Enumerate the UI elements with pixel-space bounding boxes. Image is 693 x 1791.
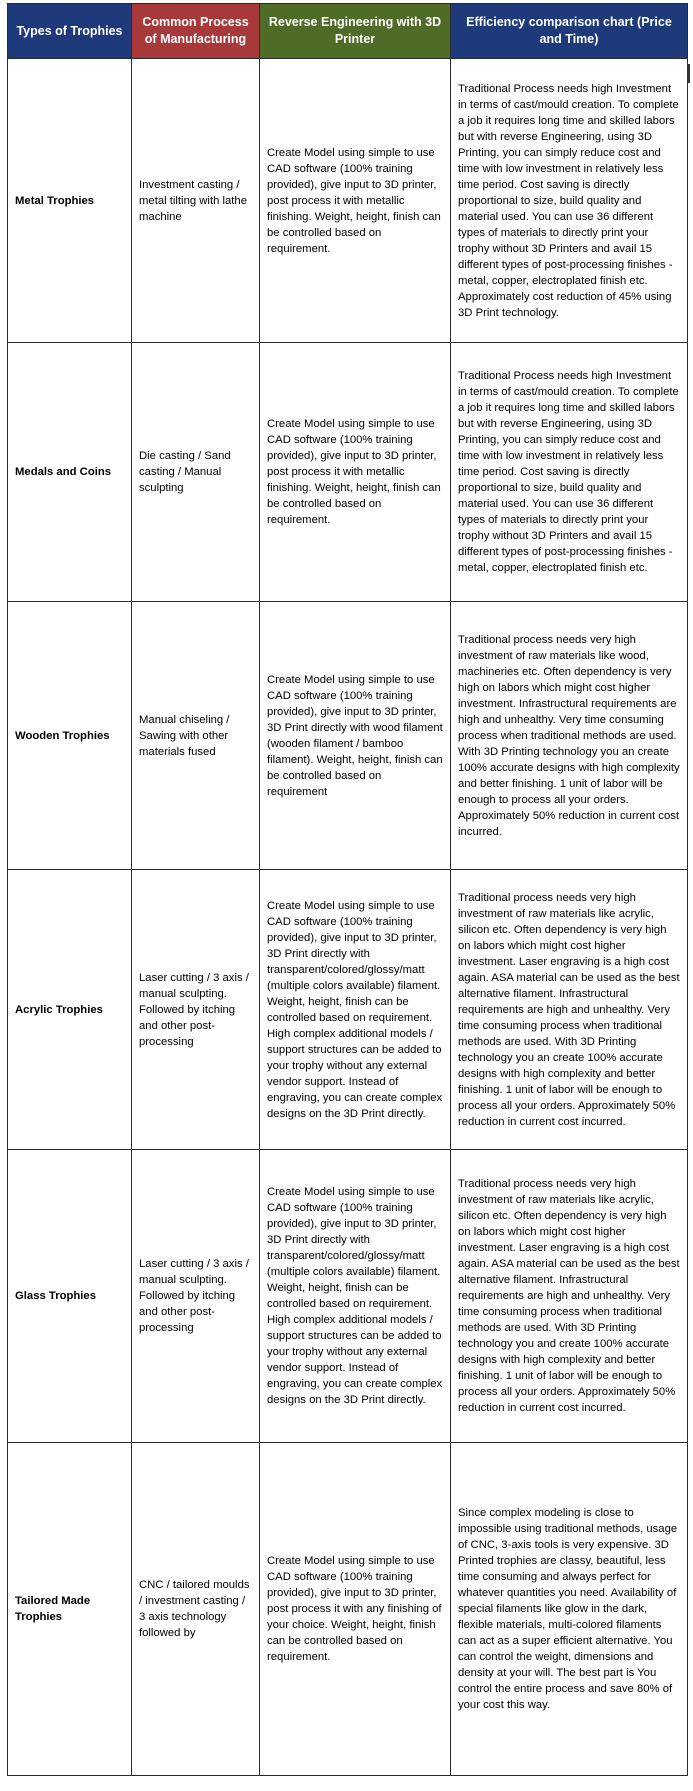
reverse-engineering-cell: Create Model using simple to use CAD software (100% training provided), give input to 3D printer, 3D Print directly with transparent/colored/glossy/matt (multiple colors available) filament. Weight, height, finish can be controlled based on requirement. High complex additional models / support structures can be added to your trophy without any external vendor support. Instead of engraving, you can create complex designs on the 3D Print directly. — [260, 870, 451, 1150]
scrollbar-marker[interactable] — [687, 64, 690, 83]
trophy-type-cell: Wooden Trophies — [8, 602, 132, 870]
comparison-document — [7, 3, 687, 1776]
trophy-type-cell: Tailored Made Trophies — [8, 1443, 132, 1776]
table-row — [8, 343, 688, 602]
table-row — [8, 59, 688, 343]
header-common-process: Common Process of Manufacturing — [132, 4, 260, 59]
common-process-cell: Laser cutting / 3 axis / manual sculpting. Followed by itching and other post-processing — [132, 1150, 260, 1443]
common-process-cell: Manual chiseling / Sawing with other materials fused — [132, 602, 260, 870]
common-process-cell: Die casting / Sand casting / Manual sculpting — [132, 343, 260, 602]
reverse-engineering-cell: Create Model using simple to use CAD software (100% training provided), give input to 3D printer, post process it with metallic finishing. Weight, height, finish can be controlled based on requirement. — [260, 59, 451, 343]
trophy-type-cell: Acrylic Trophies — [8, 870, 132, 1150]
common-process-cell: Laser cutting / 3 axis / manual sculpting. Followed by itching and other post-processing — [132, 870, 260, 1150]
header-types-of-trophies: Types of Trophies — [8, 4, 132, 59]
header-reverse-engineering: Reverse Engineering with 3D Printer — [260, 4, 451, 59]
trophy-type-cell: Medals and Coins — [8, 343, 132, 602]
efficiency-cell: Traditional Process needs high Investment in terms of cast/mould creation. To complete a job it requires long time and skilled labors but with reverse Engineering, using 3D Printing, you can simply reduce cost and time with low investment in relatively less time period. Cost saving is directly proportional to size, build quality and material used. You can use 36 different types of materials to directly print your trophy without 3D Printers and avail 15 different types of post-processing finishes - metal, copper, electroplated finish etc. Approximately cost reduction of 45% using 3D Print technology. — [451, 59, 688, 343]
common-process-cell: Investment casting / metal tilting with lathe machine — [132, 59, 260, 343]
trophy-comparison-table — [7, 3, 688, 1776]
reverse-engineering-cell: Create Model using simple to use CAD software (100% training provided), give input to 3D printer, post process it with any finishing of your choice. Weight, height, finish can be controlled based on requirement. — [260, 1443, 451, 1776]
reverse-engineering-cell: Create Model using simple to use CAD software (100% training provided), give input to 3D printer, 3D Print directly with wood filament (wooden filament / bamboo filament). Weight, height, finish can be controlled based on requirement — [260, 602, 451, 870]
reverse-engineering-cell: Create Model using simple to use CAD software (100% training provided), give input to 3D printer, 3D Print directly with transparent/colored/glossy/matt (multiple colors available) filament. Weight, height, finish can be controlled based on requirement. High complex additional models / support structures can be added to your trophy without any external vendor support. Instead of engraving, you can create complex designs on the 3D Print directly. — [260, 1150, 451, 1443]
efficiency-cell: Traditional process needs very high investment of raw materials like wood, machineries etc. Often dependency is very high on labors which might cost higher investment. Infrastructural requirements are high and unhealthy. Very time consuming process when traditional methods are used. With 3D Printing technology you an create 100% accurate designs with high complexity and better finishing. 1 unit of labor will be enough to process all your orders. Approximately 50% reduction in current cost incurred. — [451, 602, 688, 870]
trophy-type-cell: Metal Trophies — [8, 59, 132, 343]
common-process-cell: CNC / tailored moulds / investment casting / 3 axis technology followed by — [132, 1443, 260, 1776]
header-row — [8, 4, 688, 59]
table-row — [8, 1443, 688, 1776]
table-row — [8, 1150, 688, 1443]
table-row — [8, 870, 688, 1150]
efficiency-cell: Since complex modeling is close to impossible using traditional methods, usage of CNC, 3-axis tools is very expensive. 3D Printed trophies are classy, beautiful, less time consuming and always perfect for whatever quantities you need. Availability of special filaments like glow in the dark, flexible materials, multi-colored filaments can act as a super efficient alternative. You can control the weight, dimensions and density at your will. The best part is You control the entire process and save 80% of your cost this way. — [451, 1443, 688, 1776]
efficiency-cell: Traditional process needs very high investment of raw materials like acrylic, silicon etc. Often dependency is very high on labors which might cost higher investment. Laser engraving is a high cost again. ASA material can be used as the best alternative filament. Infrastructural requirements are high and unhealthy. Very time consuming process when traditional methods are used. With 3D Printing technology you an create 100% accurate designs with high complexity and better finishing. 1 unit of labor will be enough to process all your orders. Approximately 50% reduction in current cost incurred. — [451, 870, 688, 1150]
table-row — [8, 602, 688, 870]
efficiency-cell: Traditional process needs very high investment of raw materials like acrylic, silicon etc. Often dependency is very high on labors which might cost higher investment. Laser engraving is a high cost again. ASA material can be used as the best alternative filament. Infrastructural requirements are high and unhealthy. Very time consuming process when traditional methods are used. With 3D Printing technology you and create 100% accurate designs with high complexity and better finishing. 1 unit of labor will be enough to process all your orders. Approximately 50% reduction in current cost incurred. — [451, 1150, 688, 1443]
trophy-type-cell: Glass Trophies — [8, 1150, 132, 1443]
reverse-engineering-cell: Create Model using simple to use CAD software (100% training provided), give input to 3D printer, post process it with metallic finishing. Weight, height, finish can be controlled based on requirement. — [260, 343, 451, 602]
efficiency-cell: Traditional Process needs high Investment in terms of cast/mould creation. To complete a job it requires long time and skilled labors but with reverse Engineering, using 3D Printing, you can simply reduce cost and time with low investment in relatively less time period. Cost saving is directly proportional to size, build quality and material used. You can use 36 different types of materials to directly print your trophy without 3D Printers and avail 15 different types of post-processing finishes - metal, copper, electroplated finish etc. — [451, 343, 688, 602]
header-efficiency-comparison: Efficiency comparison chart (Price and Time) — [451, 4, 688, 59]
